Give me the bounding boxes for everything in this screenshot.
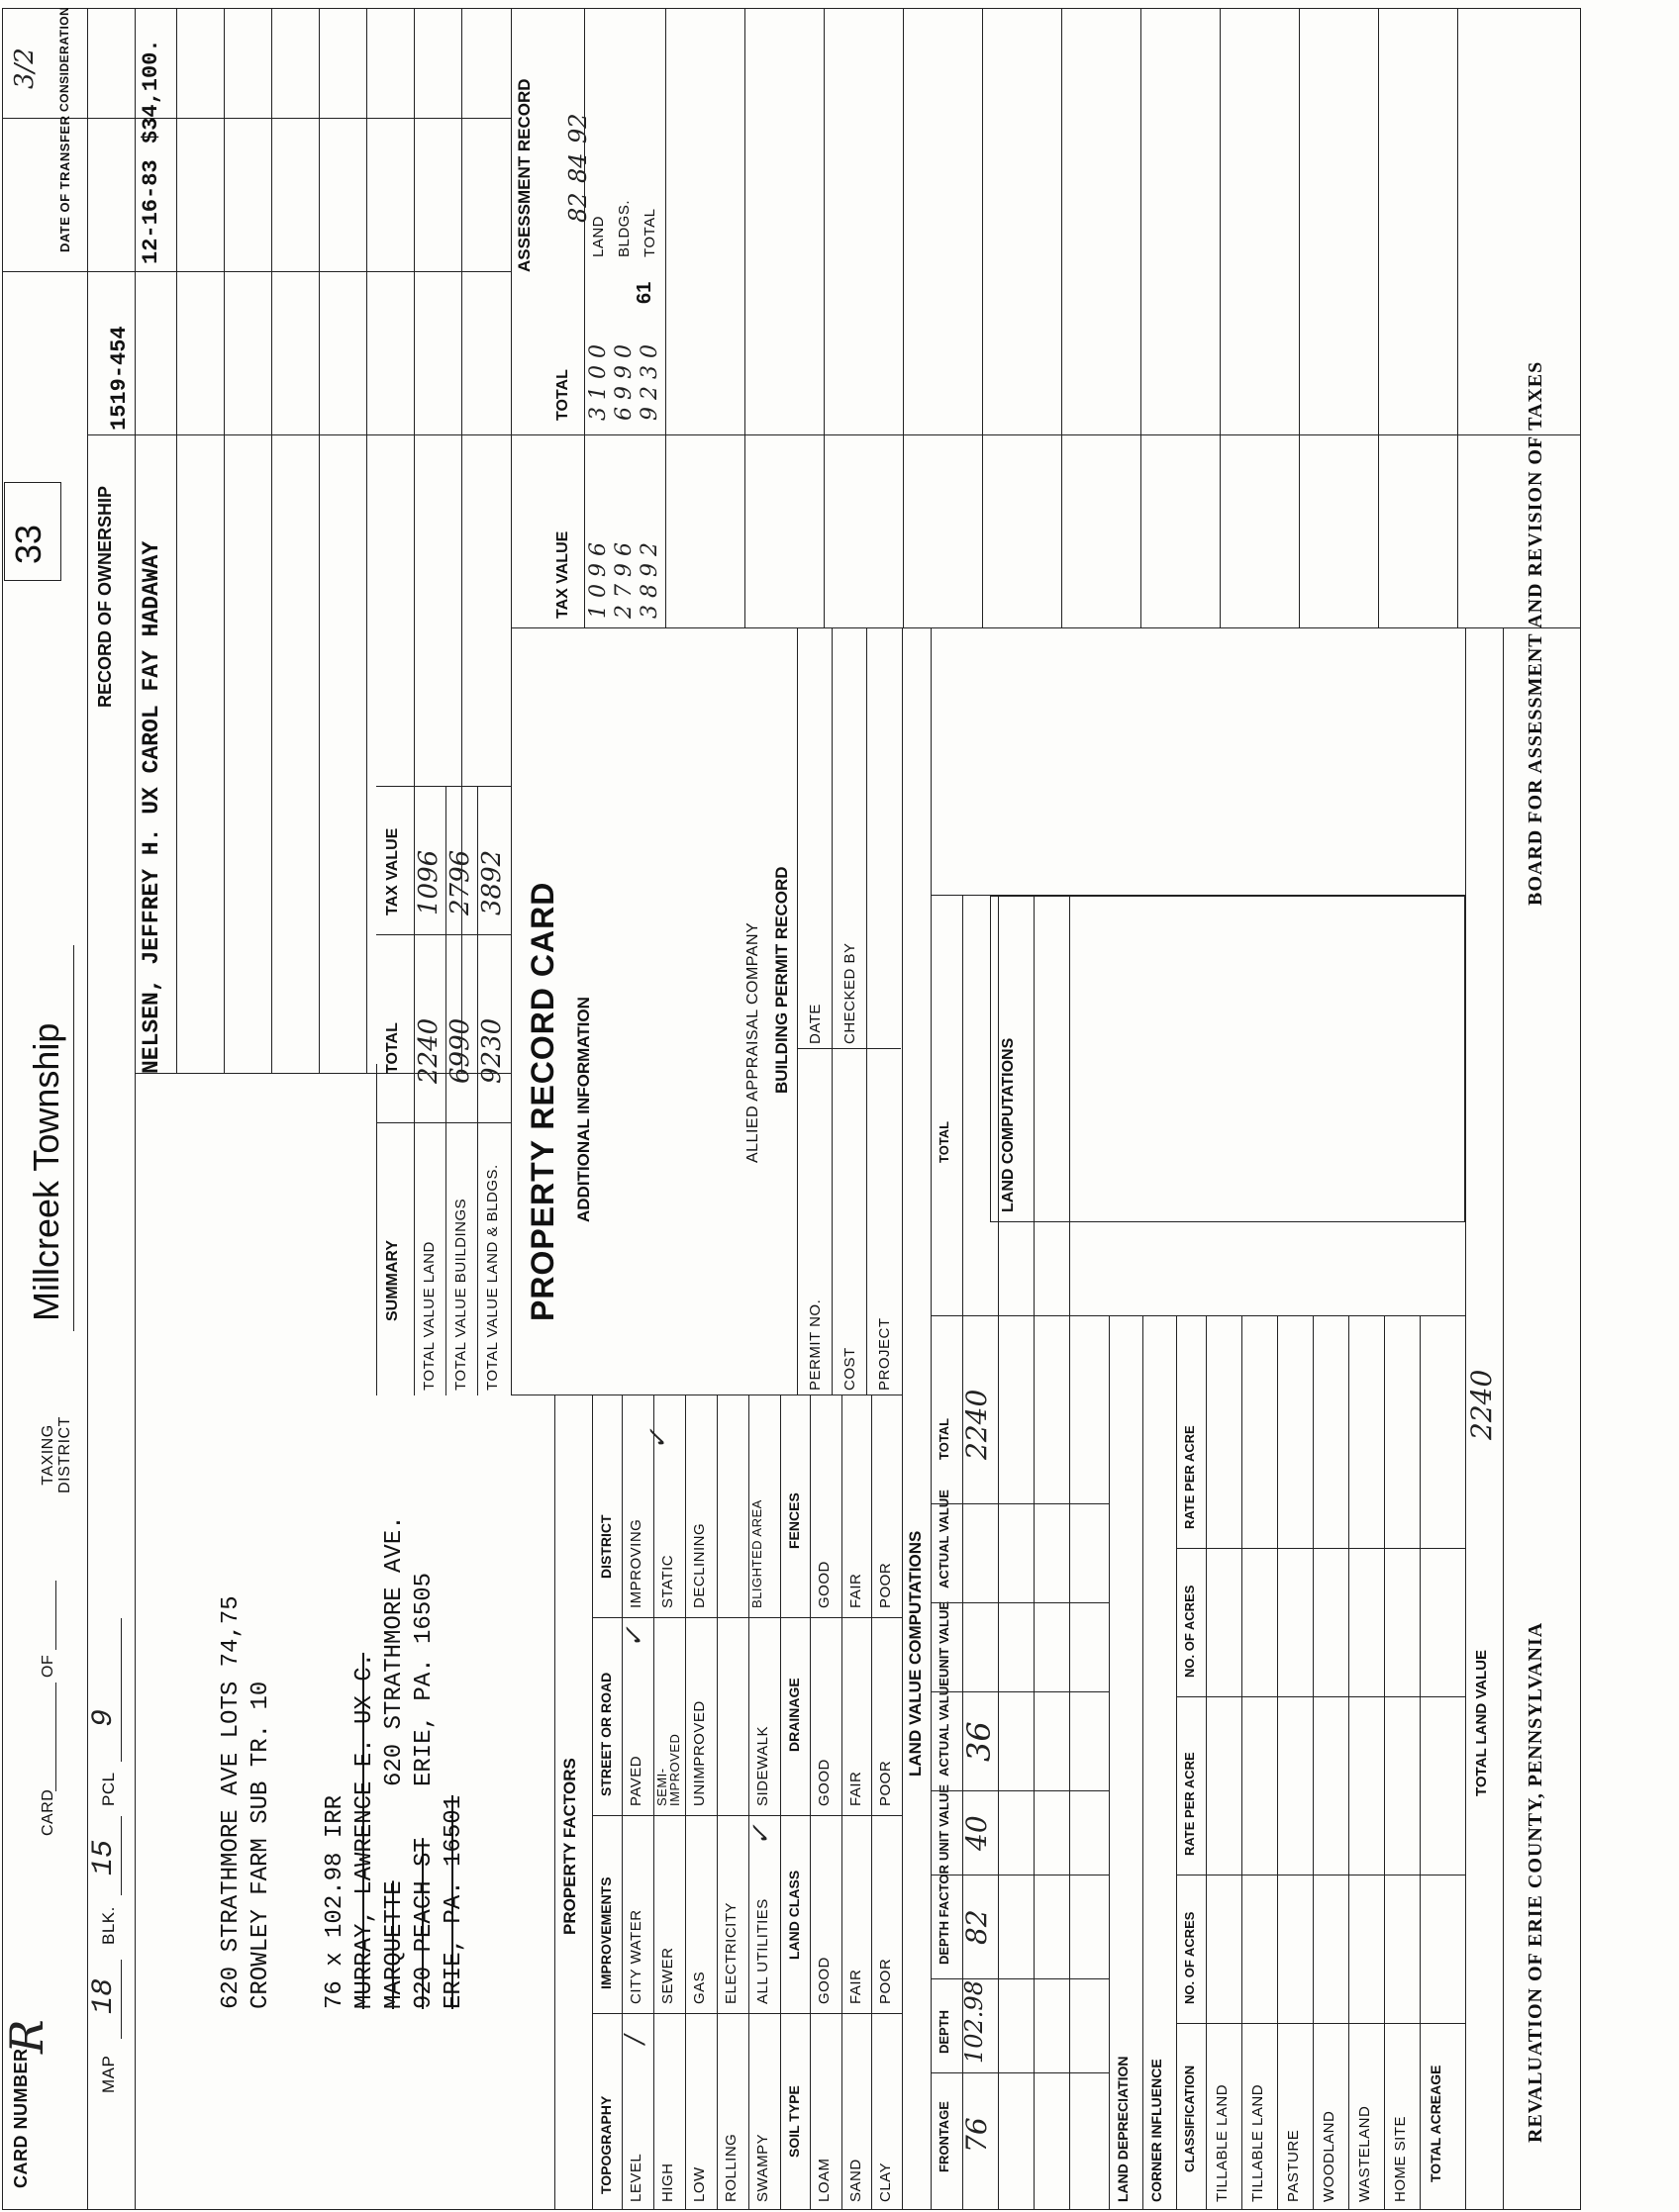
assessment-year-mark-1: 82 [564, 192, 592, 223]
district-improving: IMPROVING [628, 1518, 644, 1608]
summary-title: SUMMARY [384, 1239, 401, 1321]
owner-line-1: MURRAY, LAWRENCE E. UX C. [351, 1652, 378, 2009]
summary-land-total: 2240 [414, 1017, 444, 1084]
soil-sand: SAND [847, 2159, 864, 2202]
topo-high: HIGH [659, 2163, 676, 2202]
topo-low: LOW [691, 2166, 708, 2202]
assessment-bldgs-value: 6 9 9 0 [612, 344, 637, 421]
drainage-good: GOOD [816, 1759, 833, 1806]
pcl-value: 9 [87, 1708, 121, 1727]
improv-electricity: ELECTRICITY [723, 1901, 740, 2004]
summary-all-total: 9230 [477, 1017, 507, 1084]
lv-frontage-value: 76 [960, 2117, 993, 2153]
additional-info-label: ADDITIONAL INFORMATION [574, 997, 593, 1222]
card-number-value: R [0, 2019, 53, 2054]
factor-header-topography: TOPOGRAPHY [598, 2095, 614, 2194]
owner-line-3-left: 920 PEACH ST [411, 1838, 438, 2009]
lv-actual-value: 36 [960, 1721, 998, 1762]
class-wasteland: WASTELAND [1356, 2105, 1373, 2202]
factor-header-improvements: IMPROVEMENTS [598, 1876, 614, 1989]
footer-right: BOARD FOR ASSESSMENT AND REVISION OF TAXES [1525, 360, 1546, 906]
land-computations-label: LAND COMPUTATIONS [1000, 1037, 1017, 1212]
district-static: STATIC [659, 1554, 676, 1608]
street-unimproved: UNIMPROVED [691, 1700, 708, 1806]
drainage-fair: FAIR [847, 1771, 864, 1806]
lv-header-actual-value-2: ACTUAL VALUE [937, 1490, 951, 1588]
lv-header-actual-value: ACTUAL VALUE [937, 1678, 951, 1777]
card-number-label: CARD NUMBER [11, 2048, 31, 2188]
class-header-acres: NO. OF ACRES [1182, 1911, 1197, 2004]
soil-clay: CLAY [877, 2162, 894, 2202]
map-label: MAP [99, 2055, 118, 2093]
district-declining: DECLINING [691, 1522, 708, 1608]
address-line-1: 620 STRATHMORE AVE LOTS 74,75 [218, 1595, 245, 2009]
sheet-number: 33 [8, 524, 49, 564]
lv-header-total-2: TOTAL [937, 1120, 951, 1163]
checked-by-label: CHECKED BY [841, 942, 858, 1044]
assessment-total-label: TOTAL [642, 208, 658, 257]
land-class-fair: FAIR [847, 1969, 864, 2004]
dimensions: 76 x 102.98 IRR [322, 1794, 348, 2009]
land-depreciation-label: LAND DEPRECIATION [1115, 2056, 1131, 2202]
assessment-land-label: LAND [590, 215, 607, 257]
blk-value: 15 [87, 1839, 121, 1875]
assessment-title: ASSESSMENT RECORD [515, 78, 534, 272]
lv-header-unit-value: UNIT VALUE [937, 1783, 951, 1861]
address-line-2: CROWLEY FARM SUB TR. 10 [247, 1681, 274, 2009]
transfer-date: 12-16-83 [139, 159, 163, 264]
owner-line-3-right: ERIE, PA. 16505 [411, 1572, 438, 1786]
lv-header-depth: DEPTH [937, 2009, 951, 2054]
district-static-check: ✓ [643, 1428, 673, 1450]
lv-unit-value: 40 [960, 1815, 993, 1851]
taxing-district-value: Millcreek Township [26, 1022, 66, 1321]
factors-title: PROPERTY FACTORS [560, 1758, 579, 1935]
ownership-title: RECORD OF OWNERSHIP [95, 485, 115, 708]
consideration-label: CONSIDERATION [57, 6, 71, 112]
summary-all-tax: 3892 [477, 849, 507, 915]
assessment-year-prefix: 61 [634, 281, 655, 304]
lv-depth-value: 102.98 [960, 1980, 988, 2064]
lv-depth-factor-value: 82 [960, 1909, 993, 1945]
soil-loam: LOAM [816, 2158, 833, 2202]
fences-fair: FAIR [847, 1573, 864, 1608]
land-class-good: GOOD [816, 1957, 833, 2004]
summary-bldgs-total: 6990 [445, 1017, 475, 1084]
improv-utilities-check: ✓ [746, 1824, 776, 1846]
class-pasture: PASTURE [1285, 2129, 1302, 2202]
total-land-value-label: TOTAL LAND VALUE [1473, 1649, 1490, 1796]
corner-influence-label: CORNER INFLUENCE [1148, 2059, 1164, 2202]
assessment-land-value: 3 1 0 0 [586, 344, 611, 421]
street-paved-check: ✓ [620, 1626, 649, 1648]
assessment-land-tax: 1 0 9 6 [586, 542, 611, 619]
topo-swampy: SWAMPY [754, 2133, 771, 2202]
topo-level: LEVEL [628, 2153, 644, 2202]
card-label: CARD [40, 1788, 56, 1836]
class-tillable-2: TILLABLE LAND [1249, 2083, 1266, 2202]
district-blighted: BLIGHTED AREA [749, 1499, 764, 1608]
assessment-bldgs-label: BLDGS. [616, 199, 633, 257]
summary-tax-header: TAX VALUE [384, 827, 401, 915]
factor-header-street: STREET OR ROAD [598, 1672, 614, 1796]
fences-poor: POOR [877, 1562, 894, 1608]
summary-bldgs-tax: 2796 [445, 849, 475, 915]
ownership-record: NELSEN, JEFFREY H. UX CAROL FAY HADAWAY [139, 540, 164, 1074]
land-class-poor: POOR [877, 1958, 894, 2004]
owner-line-2-right: 620 STRATHMORE AVE. [381, 1515, 408, 1786]
assessment-total-tax: 3 8 9 2 [638, 542, 662, 619]
permit-no-label: PERMIT NO. [807, 1298, 824, 1391]
improv-city-water: CITY WATER [628, 1909, 644, 2004]
fences-good: GOOD [816, 1561, 833, 1608]
soil-type-title: SOIL TYPE [786, 2085, 802, 2158]
land-computations-box [990, 896, 1465, 1222]
permit-record-title: BUILDING PERMIT RECORD [772, 866, 791, 1094]
land-value-title: LAND VALUE COMPUTATIONS [906, 1530, 925, 1777]
total-land-value: 2240 [1465, 1369, 1498, 1440]
topo-level-check: / [620, 2035, 649, 2044]
drainage-title: DRAINAGE [786, 1678, 802, 1752]
owner-line-4: ERIE, PA. 16501 [441, 1794, 467, 2009]
class-header-classification: CLASSIFICATION [1182, 2065, 1197, 2172]
street-semi-improved: SEMI-IMPROVED [654, 1733, 682, 1806]
assessment-total-value: 9 2 3 0 [638, 344, 662, 421]
class-header-rate: RATE PER ACRE [1182, 1752, 1197, 1856]
factor-header-district: DISTRICT [598, 1514, 614, 1579]
assessment-year-mark-2: 84 [564, 152, 592, 183]
street-paved: PAVED [628, 1755, 644, 1806]
summary-row-land-label: TOTAL VALUE LAND [421, 1241, 438, 1391]
lv-header-depth-factor: DEPTH FACTOR [937, 1865, 951, 1965]
improv-all-utilities: ALL UTILITIES [754, 1898, 771, 2004]
class-home-site: HOME SITE [1392, 2115, 1409, 2202]
blk-label: BLK. [99, 1906, 118, 1945]
topo-rolling: ROLLING [723, 2133, 740, 2202]
lv-total-value: 2240 [960, 1389, 993, 1460]
taxing-district-label: TAXING DISTRICT [40, 1416, 73, 1493]
drainage-poor: POOR [877, 1760, 894, 1806]
land-class-title: LAND CLASS [786, 1870, 802, 1960]
permit-date-label: DATE [807, 1004, 824, 1044]
class-total-acreage: TOTAL ACREAGE [1428, 2065, 1443, 2182]
street-sidewalk: SIDEWALK [754, 1726, 771, 1806]
corner-mark: 3/2 [10, 48, 40, 89]
consideration-amount: $34,100. [139, 39, 163, 144]
summary-total-header: TOTAL [384, 1022, 401, 1074]
pcl-label: PCL [99, 1772, 118, 1806]
class-tillable-1: TILLABLE LAND [1214, 2083, 1231, 2202]
date-transfer-label: DATE OF TRANSFER [57, 115, 72, 252]
company-label: ALLIED APPRAISAL COMPANY [744, 921, 761, 1163]
footer-left: REVALUATION OF ERIE COUNTY, PENNSYLVANIA [1525, 1621, 1546, 2143]
assessment-tax-header: TAX VALUE [554, 530, 571, 619]
owner-line-2-left: MARQUETTE [381, 1880, 408, 2009]
record-card-title: PROPERTY RECORD CARD [525, 881, 560, 1321]
cost-label: COST [841, 1347, 858, 1391]
improv-gas: GAS [691, 1971, 708, 2004]
class-woodland: WOODLAND [1321, 2110, 1337, 2202]
class-header-rate-2: RATE PER ACRE [1182, 1425, 1197, 1529]
summary-row-total-label: TOTAL VALUE LAND & BLDGS. [484, 1164, 501, 1391]
fences-title: FENCES [786, 1492, 802, 1549]
assessment-total-header: TOTAL [554, 369, 571, 421]
summary-row-bldgs-label: TOTAL VALUE BUILDINGS [452, 1198, 469, 1391]
lv-header-frontage: FRONTAGE [937, 2101, 951, 2172]
lv-header-unit-value-2: UNIT VALUE [937, 1600, 951, 1678]
lv-header-total: TOTAL [937, 1417, 951, 1460]
class-header-acres-2: NO. OF ACRES [1182, 1585, 1197, 1678]
assessment-bldgs-tax: 2 7 9 6 [612, 542, 637, 619]
map-value: 18 [87, 1977, 121, 2014]
deed-reference: 1519-454 [107, 326, 132, 431]
improv-sewer: SEWER [659, 1947, 676, 2004]
assessment-year-mark-3: 92 [564, 113, 592, 144]
summary-land-tax: 1096 [414, 849, 444, 915]
project-label: PROJECT [876, 1317, 893, 1391]
of-label: OF [40, 1654, 56, 1678]
